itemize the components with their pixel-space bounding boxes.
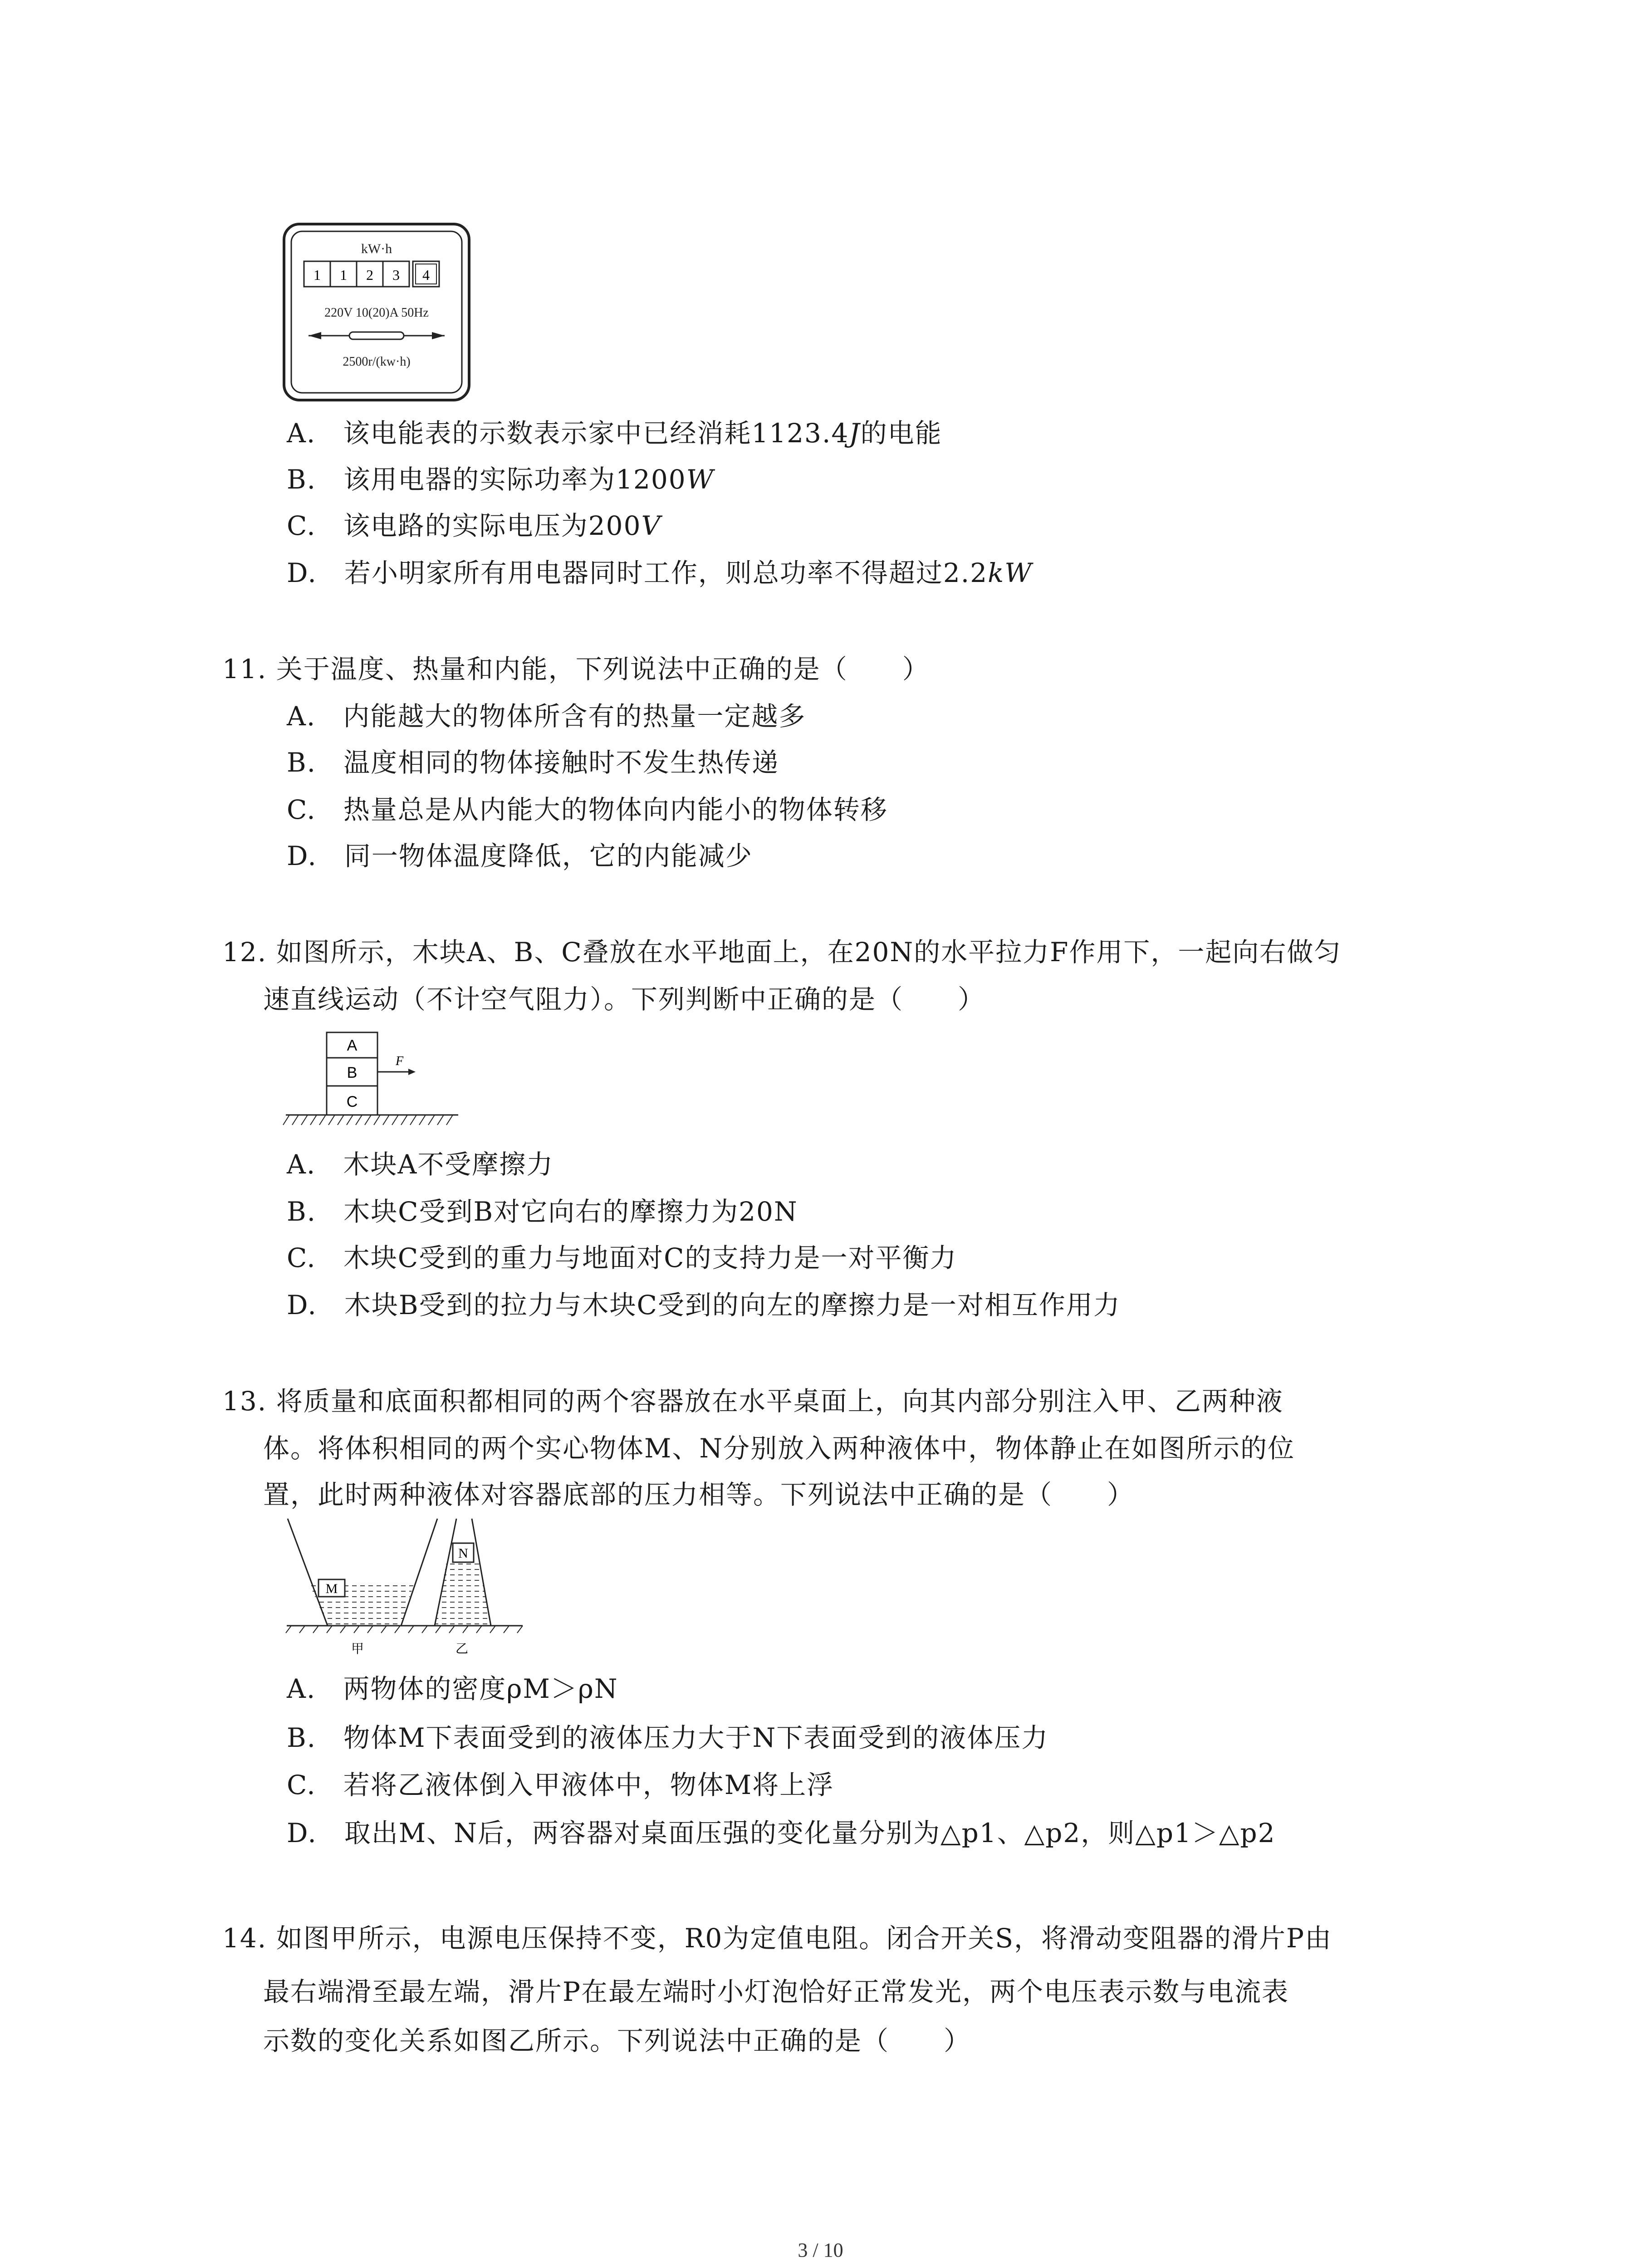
q10-option-a: A. 该电能表的示数表示家中已经消耗1123.4J的电能 <box>287 418 942 449</box>
q11-option-d: D. 同一物体温度降低，它的内能减少 <box>287 841 753 871</box>
q10-option-d: D. 若小明家所有用电器同时工作，则总功率不得超过2.2kW <box>287 557 1033 588</box>
q13-stem-line3: 置，此时两种液体对容器底部的压力相等。下列说法中正确的是（ ） <box>263 1479 1135 1510</box>
q14-stem-line1: 14. 如图甲所示，电源电压保持不变，R0为定值电阻。闭合开关S，将滑动变阻器的滑片P由 <box>222 1923 1332 1954</box>
q13-option-c: C. 若将乙液体倒入甲液体中，物体M将上浮 <box>287 1769 834 1800</box>
q13-option-a: A. 两物体的密度ρM＞ρN <box>287 1673 618 1704</box>
q11-option-c: C. 热量总是从内能大的物体向内能小的物体转移 <box>287 794 888 825</box>
stacked-blocks-figure <box>277 1029 467 1142</box>
q10-option-b: B. 该用电器的实际功率为1200W <box>287 464 715 495</box>
block-label-a: A <box>347 1037 358 1054</box>
meter-digit: 2 <box>366 267 373 283</box>
page-number: 3 / 10 <box>798 2239 843 2261</box>
q14-stem-line3: 示数的变化关系如图乙所示。下列说法中正确的是（ ） <box>263 2025 971 2056</box>
q11-option-a: A. 内能越大的物体所含有的热量一定越多 <box>287 701 806 732</box>
meter-digit: 4 <box>422 267 430 283</box>
question-number: 12. <box>222 937 267 968</box>
meter-rev: 2500r/(kw·h) <box>343 355 411 369</box>
container-label-jia: 甲 <box>351 1641 364 1656</box>
q13-stem-line2: 体。将体积相同的两个实心物体M、N分别放入两种液体中，物体静止在如图所示的位 <box>263 1433 1295 1464</box>
q12-stem-line1: 12. 如图所示，木块A、B、C叠放在水平地面上，在20N的水平拉力F作用下，一起向右做匀 <box>222 937 1342 968</box>
q13-option-b: B. 物体M下表面受到的液体压力大于N下表面受到的液体压力 <box>287 1722 1049 1753</box>
object-n-label: N <box>458 1546 468 1561</box>
q12-option-d: D. 木块B受到的拉力与木块C受到的向左的摩擦力是一对相互作用力 <box>287 1290 1121 1320</box>
force-label: F <box>396 1054 404 1068</box>
q13-option-d: D. 取出M、N后，两容器对桌面压强的变化量分别为△p1、△p2，则△p1＞△p2 <box>287 1818 1276 1848</box>
q14-stem-line2: 最右端滑至最左端，滑片P在最左端时小灯泡恰好正常发光，两个电压表示数与电流表 <box>263 1976 1289 2007</box>
force-arrow-icon <box>377 1069 416 1075</box>
q13-stem-line1: 13. 将质量和底面积都相同的两个容器放在水平桌面上，向其内部分别注入甲、乙两种液 <box>222 1386 1283 1417</box>
q12-stem-line2: 速直线运动（不计空气阻力）。下列判断中正确的是（ ） <box>263 984 985 1015</box>
electric-meter-figure <box>281 221 472 403</box>
q12-option-b: B. 木块C受到B对它向右的摩擦力为20N <box>287 1196 798 1227</box>
meter-digit: 3 <box>392 267 400 283</box>
q11-option-b: B. 温度相同的物体接触时不发生热传递 <box>287 747 779 778</box>
question-number: 11. <box>222 654 267 684</box>
q12-option-c: C. 木块C受到的重力与地面对C的支持力是一对平衡力 <box>287 1242 957 1273</box>
ground-hatching <box>283 1115 458 1125</box>
q11-stem: 11. 关于温度、热量和内能，下列说法中正确的是（ ） <box>222 654 930 684</box>
meter-digit: 1 <box>340 267 347 283</box>
block-label-c: C <box>346 1093 358 1110</box>
meter-spec: 220V 10(20)A 50Hz <box>324 306 429 320</box>
container-label-yi: 乙 <box>455 1641 469 1656</box>
meter-unit: kW·h <box>361 241 392 256</box>
q10-option-c: C. 该电路的实际电压为200V <box>287 510 661 541</box>
q12-option-a: A. 木块A不受摩擦力 <box>287 1149 554 1180</box>
question-number: 13. <box>222 1386 267 1417</box>
containers-figure <box>278 1512 532 1662</box>
block-label-b: B <box>347 1064 358 1081</box>
object-m-label: M <box>325 1581 338 1596</box>
question-number: 14. <box>222 1923 267 1954</box>
meter-digit: 1 <box>314 267 321 283</box>
